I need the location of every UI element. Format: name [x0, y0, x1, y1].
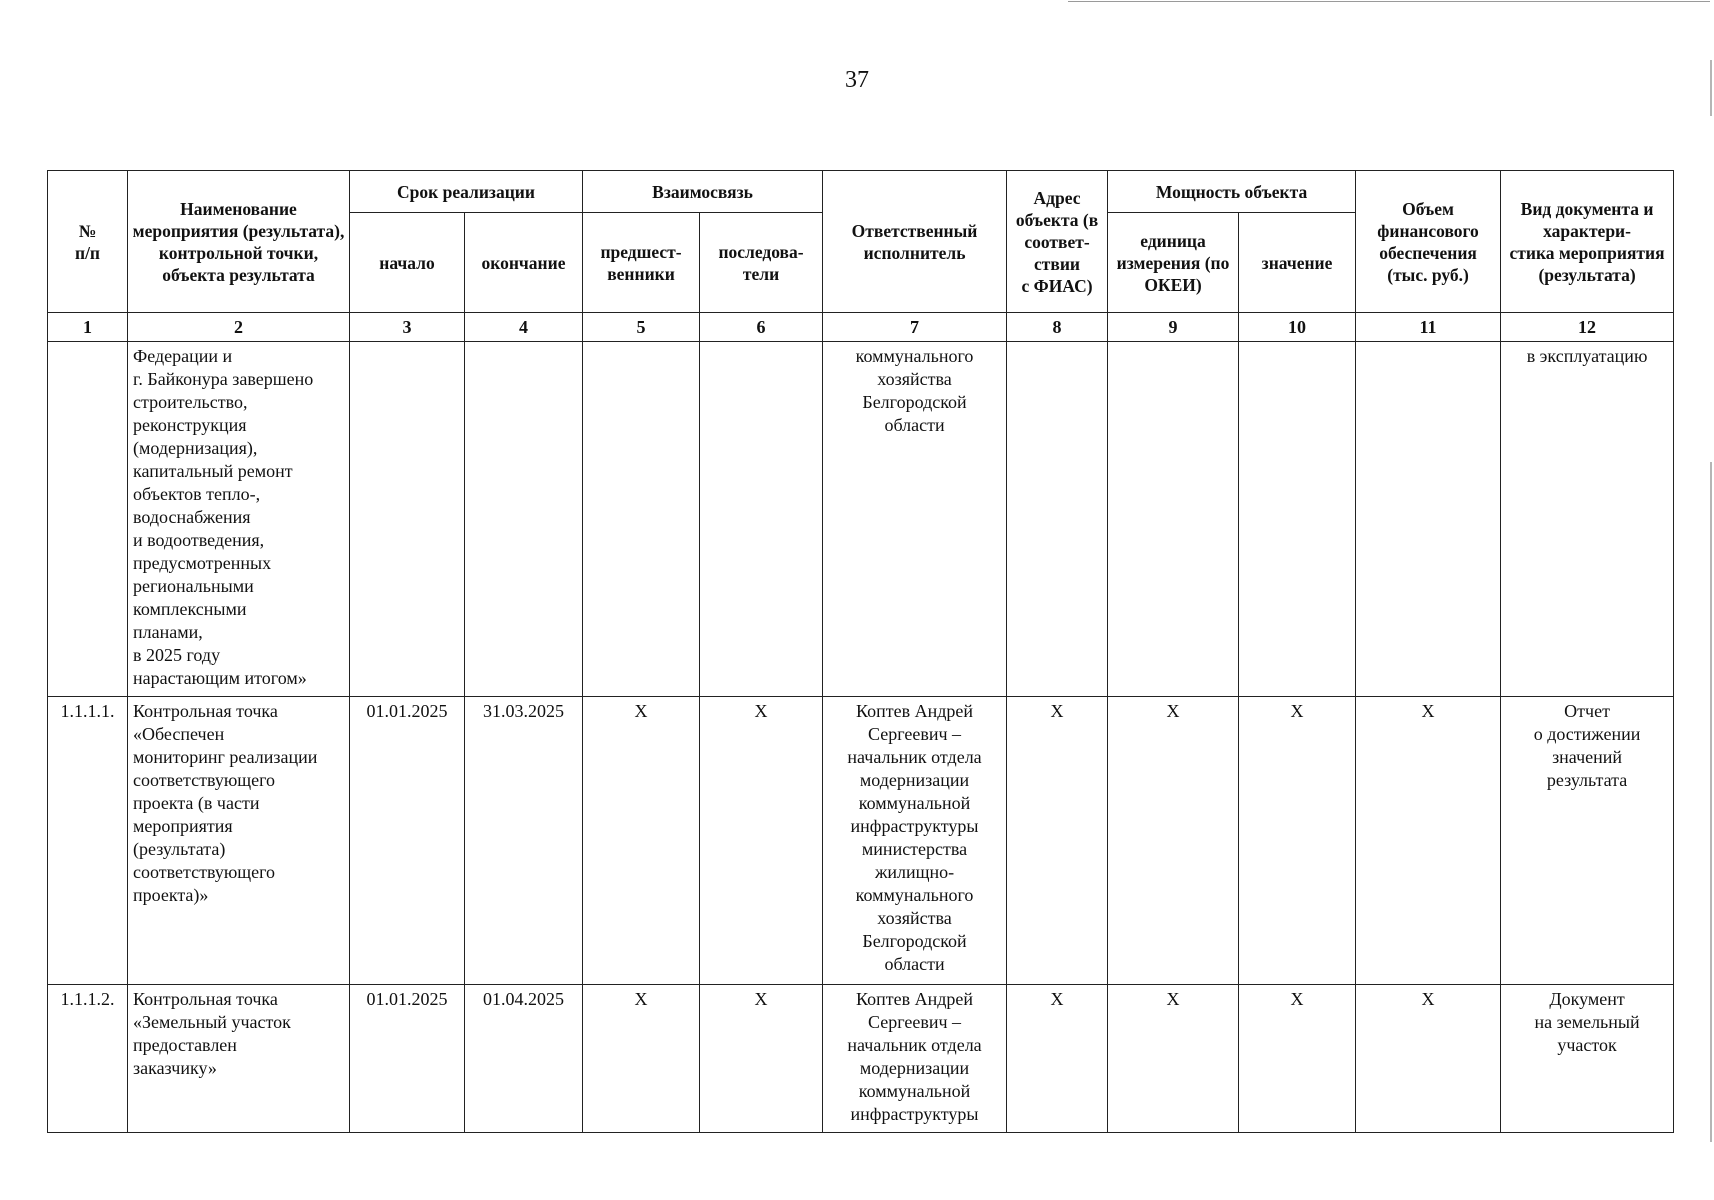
header-address: Адрес объекта (в соответ- ствии с ФИАС)	[1007, 171, 1108, 313]
capacity-unit: X	[1108, 697, 1239, 985]
address: X	[1007, 697, 1108, 985]
finance-amount: X	[1356, 985, 1501, 1133]
capacity-value: X	[1239, 697, 1356, 985]
predecessors	[583, 342, 700, 697]
row-number: 1.1.1.2.	[48, 985, 128, 1133]
header-name: Наименование мероприятия (результата), контрольной точки, объекта результата	[128, 171, 350, 313]
column-number: 3	[350, 313, 465, 342]
page-number: 37	[845, 67, 869, 93]
column-number: 10	[1239, 313, 1356, 342]
scan-margin-mark	[1710, 462, 1712, 1142]
finance-amount: X	[1356, 697, 1501, 985]
end-date: 31.03.2025	[465, 697, 583, 985]
successors	[700, 342, 823, 697]
header-term-start: начало	[350, 213, 465, 313]
predecessors: X	[583, 985, 700, 1133]
plan-table	[47, 170, 1674, 1133]
event-name: Контрольная точка «Обеспечен мониторинг реализации соответствующего проекта (в части мероприятия (результата) соответствующего проекта)»	[128, 697, 350, 985]
address	[1007, 342, 1108, 697]
finance-amount	[1356, 342, 1501, 697]
table-row	[48, 342, 1674, 697]
column-number: 4	[465, 313, 583, 342]
column-number: 11	[1356, 313, 1501, 342]
header-link-prev: предшест- венники	[583, 213, 700, 313]
header-term-end: окончание	[465, 213, 583, 313]
executor: Коптев Андрей Сергеевич – начальник отдела модернизации коммунальной инфраструктуры министерства жилищно- коммунального хозяйства Белгородской области	[823, 697, 1007, 985]
column-number: 1	[48, 313, 128, 342]
header-number: № п/п	[48, 171, 128, 313]
header-doc-type: Вид документа и характери- стика мероприятия (результата)	[1501, 171, 1674, 313]
header-term-group: Срок реализации	[350, 171, 583, 213]
header-capacity-group: Мощность объекта	[1108, 171, 1356, 213]
column-number-row	[48, 313, 1674, 342]
executor: коммунального хозяйства Белгородской области	[823, 342, 1007, 697]
document-type: в эксплуатацию	[1501, 342, 1674, 697]
start-date: 01.01.2025	[350, 697, 465, 985]
column-number: 6	[700, 313, 823, 342]
address: X	[1007, 985, 1108, 1133]
capacity-unit	[1108, 342, 1239, 697]
table-row	[48, 985, 1674, 1133]
header-capacity-value: значение	[1239, 213, 1356, 313]
capacity-value	[1239, 342, 1356, 697]
document-type: Отчет о достижении значений результата	[1501, 697, 1674, 985]
column-number: 9	[1108, 313, 1239, 342]
column-number: 7	[823, 313, 1007, 342]
start-date	[350, 342, 465, 697]
end-date: 01.04.2025	[465, 985, 583, 1133]
column-number: 12	[1501, 313, 1674, 342]
executor: Коптев Андрей Сергеевич – начальник отдела модернизации коммунальной инфраструктуры	[823, 985, 1007, 1133]
top-rule	[1068, 1, 1710, 2]
start-date: 01.01.2025	[350, 985, 465, 1133]
predecessors: X	[583, 697, 700, 985]
column-number: 8	[1007, 313, 1108, 342]
end-date	[465, 342, 583, 697]
table-row	[48, 697, 1674, 985]
header-link-group: Взаимосвязь	[583, 171, 823, 213]
column-number: 2	[128, 313, 350, 342]
document-type: Документ на земельный участок	[1501, 985, 1674, 1133]
event-name: Федерации и г. Байконура завершено строительство, реконструкция (модернизация), капитальный ремонт объектов тепло-, водоснабжения и водоотведения, предусмотренных региональными комплексными планами, в 2025 году нарастающим итогом»	[128, 342, 350, 697]
column-number: 5	[583, 313, 700, 342]
event-name: Контрольная точка «Земельный участок предоставлен заказчику»	[128, 985, 350, 1133]
row-number: 1.1.1.1.	[48, 697, 128, 985]
header-capacity-unit: единица измерения (по ОКЕИ)	[1108, 213, 1239, 313]
capacity-value: X	[1239, 985, 1356, 1133]
capacity-unit: X	[1108, 985, 1239, 1133]
header-executor: Ответственный исполнитель	[823, 171, 1007, 313]
header-finance: Объем финансового обеспечения (тыс. руб.)	[1356, 171, 1501, 313]
successors: X	[700, 697, 823, 985]
row-number	[48, 342, 128, 697]
header-link-next: последова- тели	[700, 213, 823, 313]
successors: X	[700, 985, 823, 1133]
